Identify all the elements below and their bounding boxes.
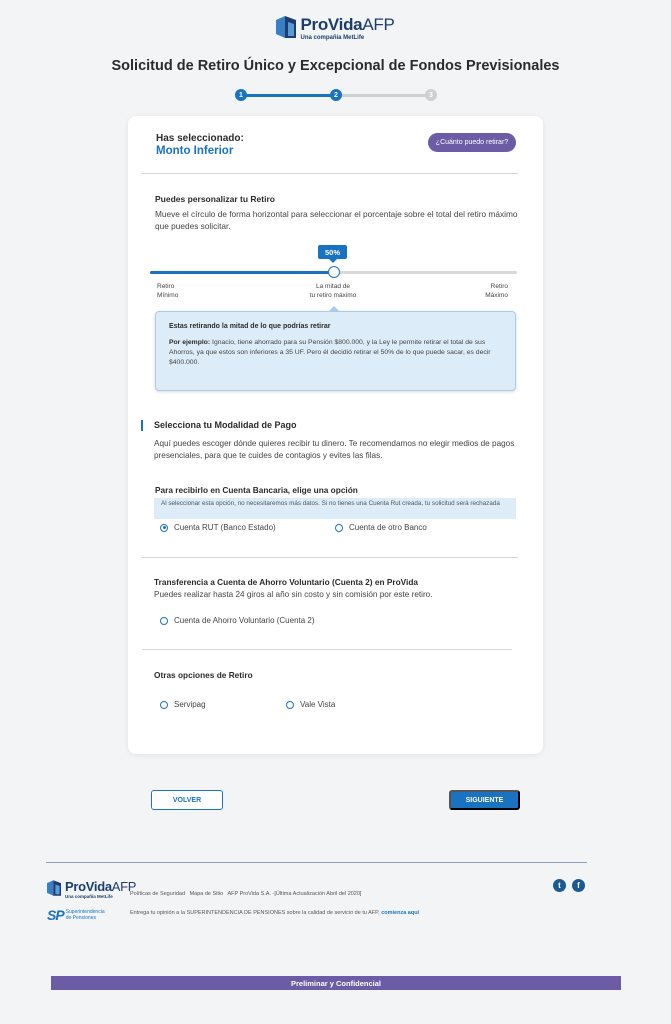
info-text: [169, 338, 502, 368]
radio-cuenta-2[interactable]: [160, 616, 315, 625]
radio-unchecked-icon[interactable]: [286, 701, 294, 709]
slider-label-mid: La mitad de tu retiro máximo: [309, 283, 357, 299]
footer-brand-bold: ProVida: [65, 879, 112, 894]
payment-section-title: Selecciona tu Modalidad de Pago: [154, 420, 297, 430]
provida-logo-icon: [276, 16, 296, 38]
radio-cuenta-rut[interactable]: [160, 523, 276, 532]
selection-value: Monto Inferior: [156, 145, 234, 157]
apv-section-title: Transferencia a Cuenta de Ahorro Voluntario (Cuenta 2) en ProVida: [154, 577, 419, 587]
facebook-icon[interactable]: f: [572, 879, 585, 892]
footer-link-sitemap[interactable]: Mapa de Sitio: [189, 891, 224, 897]
superintendencia-logo[interactable]: [47, 907, 105, 923]
info-box: [155, 311, 516, 391]
footer-link-security[interactable]: Políticas de Seguridad: [130, 891, 186, 897]
bank-section-note: Al seleccionar esta opción, no necesitaremos más datos. Si no tienes una Cuenta Rut creada, tu solicitud será rechazada: [154, 498, 516, 519]
divider: [142, 557, 518, 558]
footer-links: [130, 891, 364, 897]
back-button[interactable]: VOLVER: [151, 790, 223, 810]
brand-tagline: Una compañía MetLife: [300, 35, 365, 41]
other-options-title: Otras opciones de Retiro: [154, 670, 253, 680]
slider-fill: [150, 271, 334, 274]
twitter-icon[interactable]: t: [553, 879, 566, 892]
personalize-description: Mueve el círculo de forma horizontal para seleccionar el porcentaje sobre el total del retiro máximo que puedes solicitar.: [155, 209, 518, 231]
radio-servipag[interactable]: [160, 700, 206, 709]
footer-divider: [46, 862, 587, 863]
slider-label-max: Retiro Máximo: [485, 283, 508, 299]
stepper-track-pending: [336, 94, 431, 97]
radio-vale-vista[interactable]: [286, 700, 335, 709]
progress-stepper: [235, 89, 437, 101]
radio-checked-icon[interactable]: [160, 524, 168, 532]
withdrawal-card: [128, 116, 543, 754]
footer-brand-tagline: Una compañía MetLife: [65, 894, 113, 899]
bank-section-title: Para recibirlo en Cuenta Bancaria, elige una opción: [155, 485, 358, 495]
radio-unchecked-icon[interactable]: [160, 617, 168, 625]
divider: [142, 649, 512, 650]
withdrawal-slider[interactable]: [150, 266, 517, 278]
footer-brand-light: AFP: [111, 879, 137, 894]
brand-name-bold: ProVida: [300, 15, 363, 34]
radio-otro-banco-label: Cuenta de otro Banco: [349, 523, 427, 532]
slider-value-tooltip: 50%: [318, 245, 347, 259]
step-2: 2: [330, 89, 342, 101]
how-much-button[interactable]: ¿Cuánto puedo retirar?: [428, 133, 516, 152]
sp-name-line-1: Superintendencia: [65, 909, 105, 915]
radio-cuenta-2-label: Cuenta de Ahorro Voluntario (Cuenta 2): [174, 616, 315, 625]
step-3: 3: [425, 89, 437, 101]
brand-name-light: AFP: [362, 15, 395, 34]
footer-provida-logo[interactable]: [47, 880, 136, 900]
social-links: [553, 879, 585, 892]
radio-cuenta-rut-label: Cuenta RUT (Banco Estado): [174, 523, 276, 532]
radio-unchecked-icon[interactable]: [335, 524, 343, 532]
slider-label-min: Retiro Mínimo: [157, 283, 179, 299]
page-title: Solicitud de Retiro Único y Excepcional de Fondos Previsionales: [111, 58, 560, 74]
payment-section-description: Aquí puedes escoger dónde quieres recibir tu dinero. Te recomendamos no elegir medios de pagos presenciales, para que te cuides de contagios y evites las filas.: [154, 439, 515, 460]
apv-section-description: Puedes realizar hasta 24 giros al año sin costo y sin comisión por este retiro.: [154, 590, 433, 599]
radio-unchecked-icon[interactable]: [160, 701, 168, 709]
radio-vale-vista-label: Vale Vista: [300, 700, 336, 709]
sp-logo-text: [66, 909, 105, 921]
sp-feedback-link[interactable]: comienza aquí: [381, 910, 420, 916]
confidential-banner: Preliminar y Confidencial: [51, 976, 621, 990]
selection-label: Has seleccionado:: [156, 133, 244, 144]
sp-feedback-note: [130, 910, 419, 916]
header-logo: [0, 16, 671, 41]
sp-feedback-text: Entrega tu opinión a la SUPERINTENDENCIA DE PENSIONES sobre la calidad de servicio de tu AFP,: [130, 910, 382, 916]
step-1: 1: [235, 89, 247, 101]
footer-copyright: AFP ProVida S.A. -[Última Actualización Abril del 2020]: [227, 891, 362, 897]
radio-servipag-label: Servipag: [174, 700, 206, 709]
radio-otro-banco[interactable]: [335, 523, 427, 532]
info-example-text: Ignacio, tiene ahorrado para su Pensión $800.000, y la Ley le permite retirar el total de sus Ahorros, ya que estos son inferiores a 35 UF. Pero él decidió retirar el 50% de lo que puede sacar, es decir $400.000.: [169, 339, 491, 366]
provida-logo[interactable]: [276, 16, 394, 41]
sp-logo-icon: SP: [47, 907, 64, 923]
sp-name-line-2: de Pensiones: [65, 915, 96, 921]
divider: [142, 173, 518, 174]
slider-thumb[interactable]: [328, 266, 340, 278]
personalize-title: Puedes personalizar tu Retiro: [155, 194, 275, 204]
section-accent-bar: [141, 420, 143, 431]
provida-logo-icon: [47, 880, 61, 896]
next-button[interactable]: SIGUIENTE: [449, 790, 520, 810]
stepper-track-done: [241, 94, 336, 97]
info-title: Estas retirando la mitad de lo que podrías retirar: [169, 323, 331, 330]
info-example-label: Por ejemplo:: [169, 339, 211, 346]
